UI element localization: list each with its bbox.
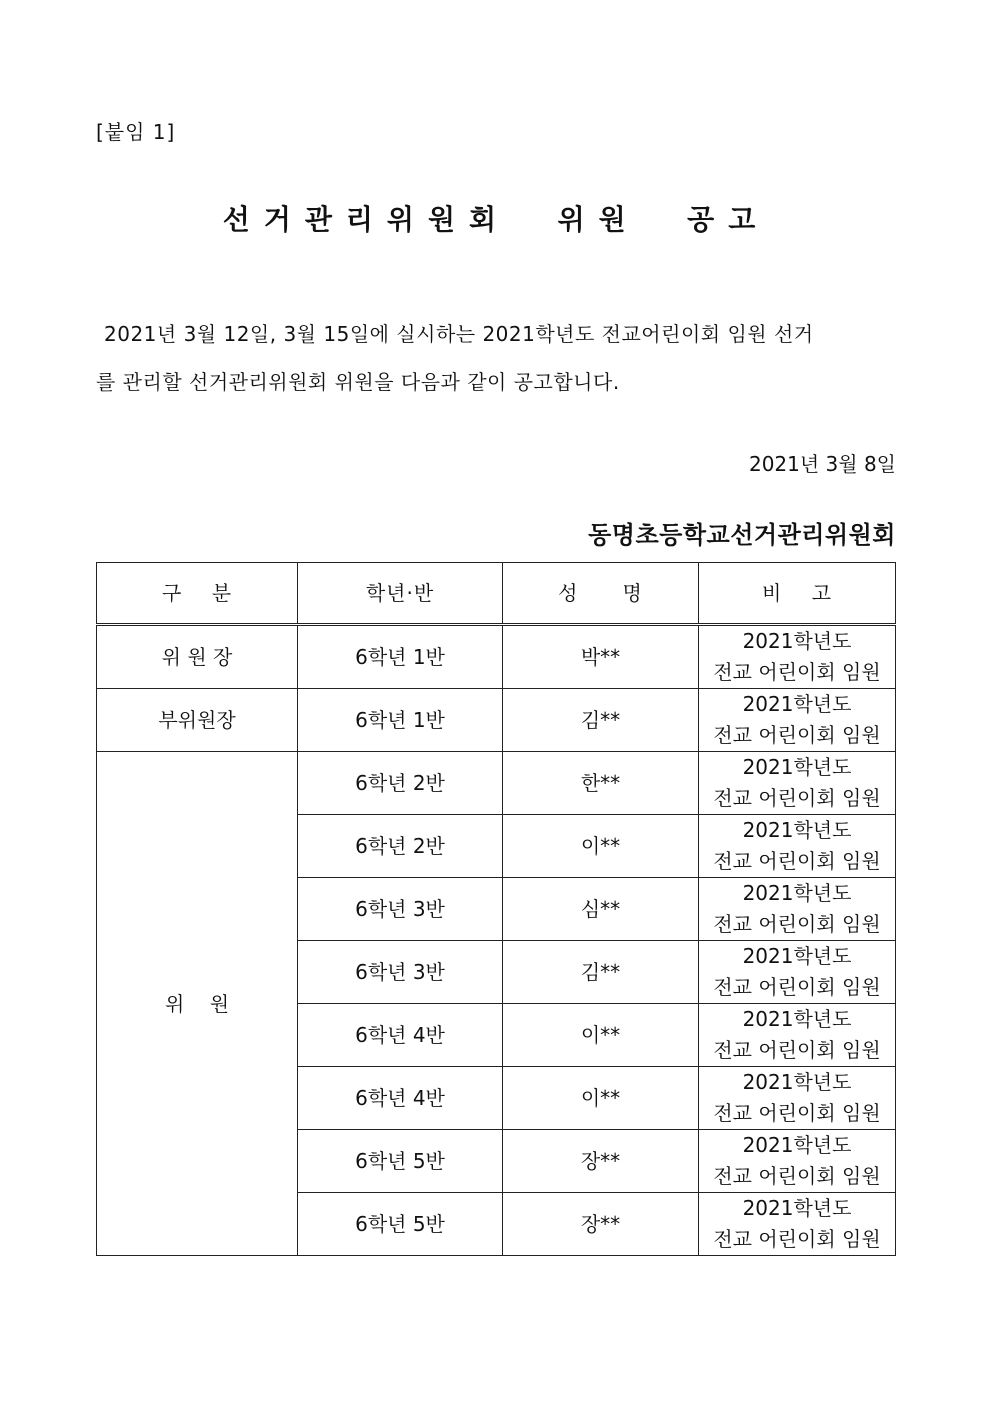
- class-cell: 6학년 3반: [298, 878, 503, 941]
- page-title: 선거관리위원회 위원 공고: [222, 203, 770, 236]
- note-line-1: 2021학년도: [742, 1196, 852, 1220]
- note-cell: [699, 752, 896, 815]
- name-cell: 이**: [503, 1004, 699, 1067]
- role-cell: 부위원장: [97, 689, 298, 752]
- note-line-2: 전교 어린이회 임원: [713, 975, 881, 999]
- organization-name: 동명초등학교선거관리위원회: [588, 521, 896, 549]
- table-row: [97, 625, 896, 689]
- table-row: [97, 689, 896, 752]
- note-line-2: 전교 어린이회 임원: [713, 849, 881, 873]
- table-header-row: [97, 563, 896, 625]
- note-cell: [699, 1067, 896, 1130]
- header-category: 구 분: [97, 563, 298, 625]
- class-cell: 6학년 2반: [298, 815, 503, 878]
- name-cell: 한**: [503, 752, 699, 815]
- note-line-1: 2021학년도: [742, 1133, 852, 1157]
- note-cell: [699, 625, 896, 689]
- class-cell: 6학년 5반: [298, 1130, 503, 1193]
- note-line-2: 전교 어린이회 임원: [713, 660, 881, 684]
- note-line-1: 2021학년도: [742, 1007, 852, 1031]
- class-cell: 6학년 1반: [298, 689, 503, 752]
- note-line-1: 2021학년도: [742, 755, 852, 779]
- note-line-2: 전교 어린이회 임원: [713, 1038, 881, 1062]
- name-cell: 이**: [503, 815, 699, 878]
- note-line-1: 2021학년도: [742, 881, 852, 905]
- class-cell: 6학년 2반: [298, 752, 503, 815]
- role-cell-members: 위 원: [97, 752, 298, 1256]
- note-cell: [699, 878, 896, 941]
- class-cell: 6학년 5반: [298, 1193, 503, 1256]
- class-cell: 6학년 1반: [298, 625, 503, 689]
- header-note: 비 고: [699, 563, 896, 625]
- name-cell: 장**: [503, 1193, 699, 1256]
- note-cell: [699, 815, 896, 878]
- class-cell: 6학년 4반: [298, 1067, 503, 1130]
- name-cell: 장**: [503, 1130, 699, 1193]
- name-cell: 김**: [503, 689, 699, 752]
- note-line-1: 2021학년도: [742, 692, 852, 716]
- class-cell: 6학년 3반: [298, 941, 503, 1004]
- note-line-2: 전교 어린이회 임원: [713, 1227, 881, 1251]
- note-cell: [699, 1004, 896, 1067]
- name-cell: 이**: [503, 1067, 699, 1130]
- role-cell: 위 원 장: [97, 625, 298, 689]
- note-line-1: 2021학년도: [742, 629, 852, 653]
- attachment-label: [붙임 1]: [96, 120, 176, 144]
- name-cell: 심**: [503, 878, 699, 941]
- announcement-line-1: 2021년 3월 12일, 3월 15일에 실시하는 2021학년도 전교어린이회 임원 선거: [104, 322, 814, 346]
- name-cell: 김**: [503, 941, 699, 1004]
- note-cell: [699, 1130, 896, 1193]
- note-line-2: 전교 어린이회 임원: [713, 723, 881, 747]
- note-line-2: 전교 어린이회 임원: [713, 1164, 881, 1188]
- announcement-date: 2021년 3월 8일: [748, 452, 896, 476]
- note-line-1: 2021학년도: [742, 818, 852, 842]
- note-line-1: 2021학년도: [742, 944, 852, 968]
- committee-table: [96, 562, 896, 1256]
- name-cell: 박**: [503, 625, 699, 689]
- note-cell: [699, 1193, 896, 1256]
- note-line-2: 전교 어린이회 임원: [713, 1101, 881, 1125]
- table-row: [97, 752, 896, 815]
- class-cell: 6학년 4반: [298, 1004, 503, 1067]
- note-cell: [699, 689, 896, 752]
- announcement-line-2: 를 관리할 선거관리위원회 위원을 다음과 같이 공고합니다.: [96, 370, 620, 394]
- note-line-2: 전교 어린이회 임원: [713, 786, 881, 810]
- note-line-1: 2021학년도: [742, 1070, 852, 1094]
- header-name: 성 명: [503, 563, 699, 625]
- note-line-2: 전교 어린이회 임원: [713, 912, 881, 936]
- note-cell: [699, 941, 896, 1004]
- header-class: 학년·반: [298, 563, 503, 625]
